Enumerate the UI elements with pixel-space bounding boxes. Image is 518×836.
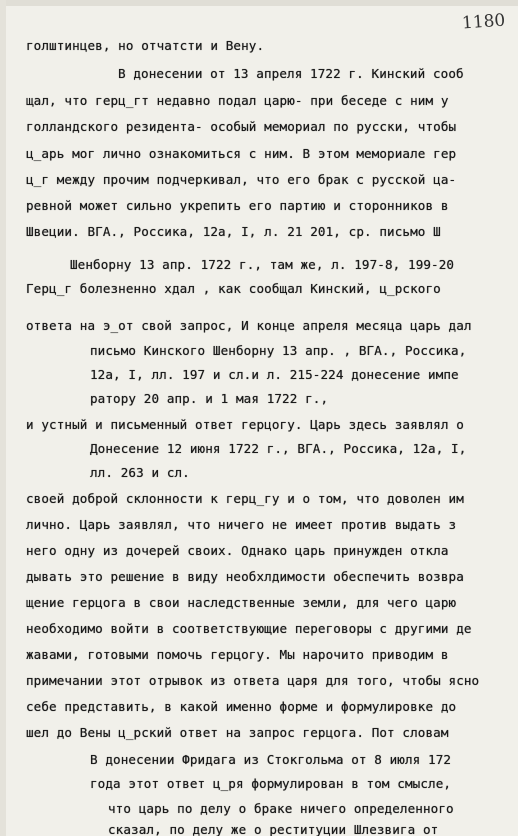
text-line: дывать это решение в виду необхлдимости обеспечить возвра: [26, 569, 464, 584]
text-line: голландского резидента- особый мемориал по русски, чтобы: [26, 119, 457, 134]
handwritten-page-number: 1180: [461, 10, 506, 34]
text-line: ратору 20 апр. и 1 мая 1722 г.,: [90, 391, 329, 406]
text-line: щение герцога в свои наследственные земли, для чего царю: [26, 595, 457, 610]
text-line: себе представить, в какой именно форме и формулировке до: [26, 699, 457, 714]
text-line: письмо Кинского Шенборну 13 апр. , ВГА., Россика,: [90, 343, 467, 358]
text-line: ответа на э_от свой запрос, И конце апреля месяца царь дал: [26, 318, 472, 333]
page-edge-top: [0, 0, 518, 6]
text-line: сказал, по делу же о реституции Шлезвига от: [108, 822, 439, 836]
text-line: щал, что герц_гт недавно подал царю- при беседе с ним у: [26, 93, 449, 108]
text-line: Шенборну 13 апр. 1722 г., там же, л. 197-8, 199-20: [70, 257, 455, 272]
text-line: своей доброй склонности к герц_гу и о том, что доволен им: [26, 491, 464, 506]
text-line: ц_г между прочим подчеркивал, что его брак с русской ца-: [26, 172, 457, 187]
text-line: В донесении от 13 апреля 1722 г. Кинский сооб: [118, 66, 464, 81]
text-line: В донесении Фридага из Стокгольма от 8 июля 172: [90, 752, 452, 767]
text-line: Герц_г болезненно хдал , как сообщал Кинский, ц_рского: [26, 281, 441, 296]
text-line: и устный и письменный ответ герцогу. Царь здесь заявлял о: [26, 417, 464, 432]
page-edge-left: [0, 0, 6, 836]
text-line: необходимо войти в соответствующие переговоры с другими де: [26, 621, 472, 636]
text-line: шел до Вены ц_рский ответ на запрос герцога. Пот словам: [26, 725, 449, 740]
text-line: примечании этот отрывок из ответа царя для того, чтобы ясно: [26, 673, 480, 688]
text-line: лично. Царь заявлял, что ничего не имеет против выдать з: [26, 517, 457, 532]
text-line: года этот ответ ц_ря формулирован в том смысле,: [90, 776, 452, 791]
text-line: лл. 263 и сл.: [90, 465, 190, 480]
text-line: ревной может сильно укрепить его партию и сторонников в: [26, 198, 449, 213]
text-line: ц_арь мог лично ознакомиться с ним. В этом мемориале гер: [26, 146, 457, 161]
text-line: него одну из дочерей своих. Однако царь принужден откла: [26, 543, 449, 558]
text-line: Швеции. ВГА., Россика, 12а, I, л. 21 201, ср. письмо Ш: [26, 224, 441, 239]
text-line: Донесение 12 июня 1722 г., ВГА., Россика, 12а, I,: [90, 441, 467, 456]
text-line: что царь по делу о браке ничего определенного: [108, 801, 454, 816]
text-line: голштинцев, но отчатсти и Вену.: [26, 38, 265, 53]
text-line: жавами, готовыми помочь герцогу. Мы нарочито приводим в: [26, 647, 449, 662]
text-line: 12а, I, лл. 197 и сл.и л. 215-224 донесение импе: [90, 367, 459, 382]
